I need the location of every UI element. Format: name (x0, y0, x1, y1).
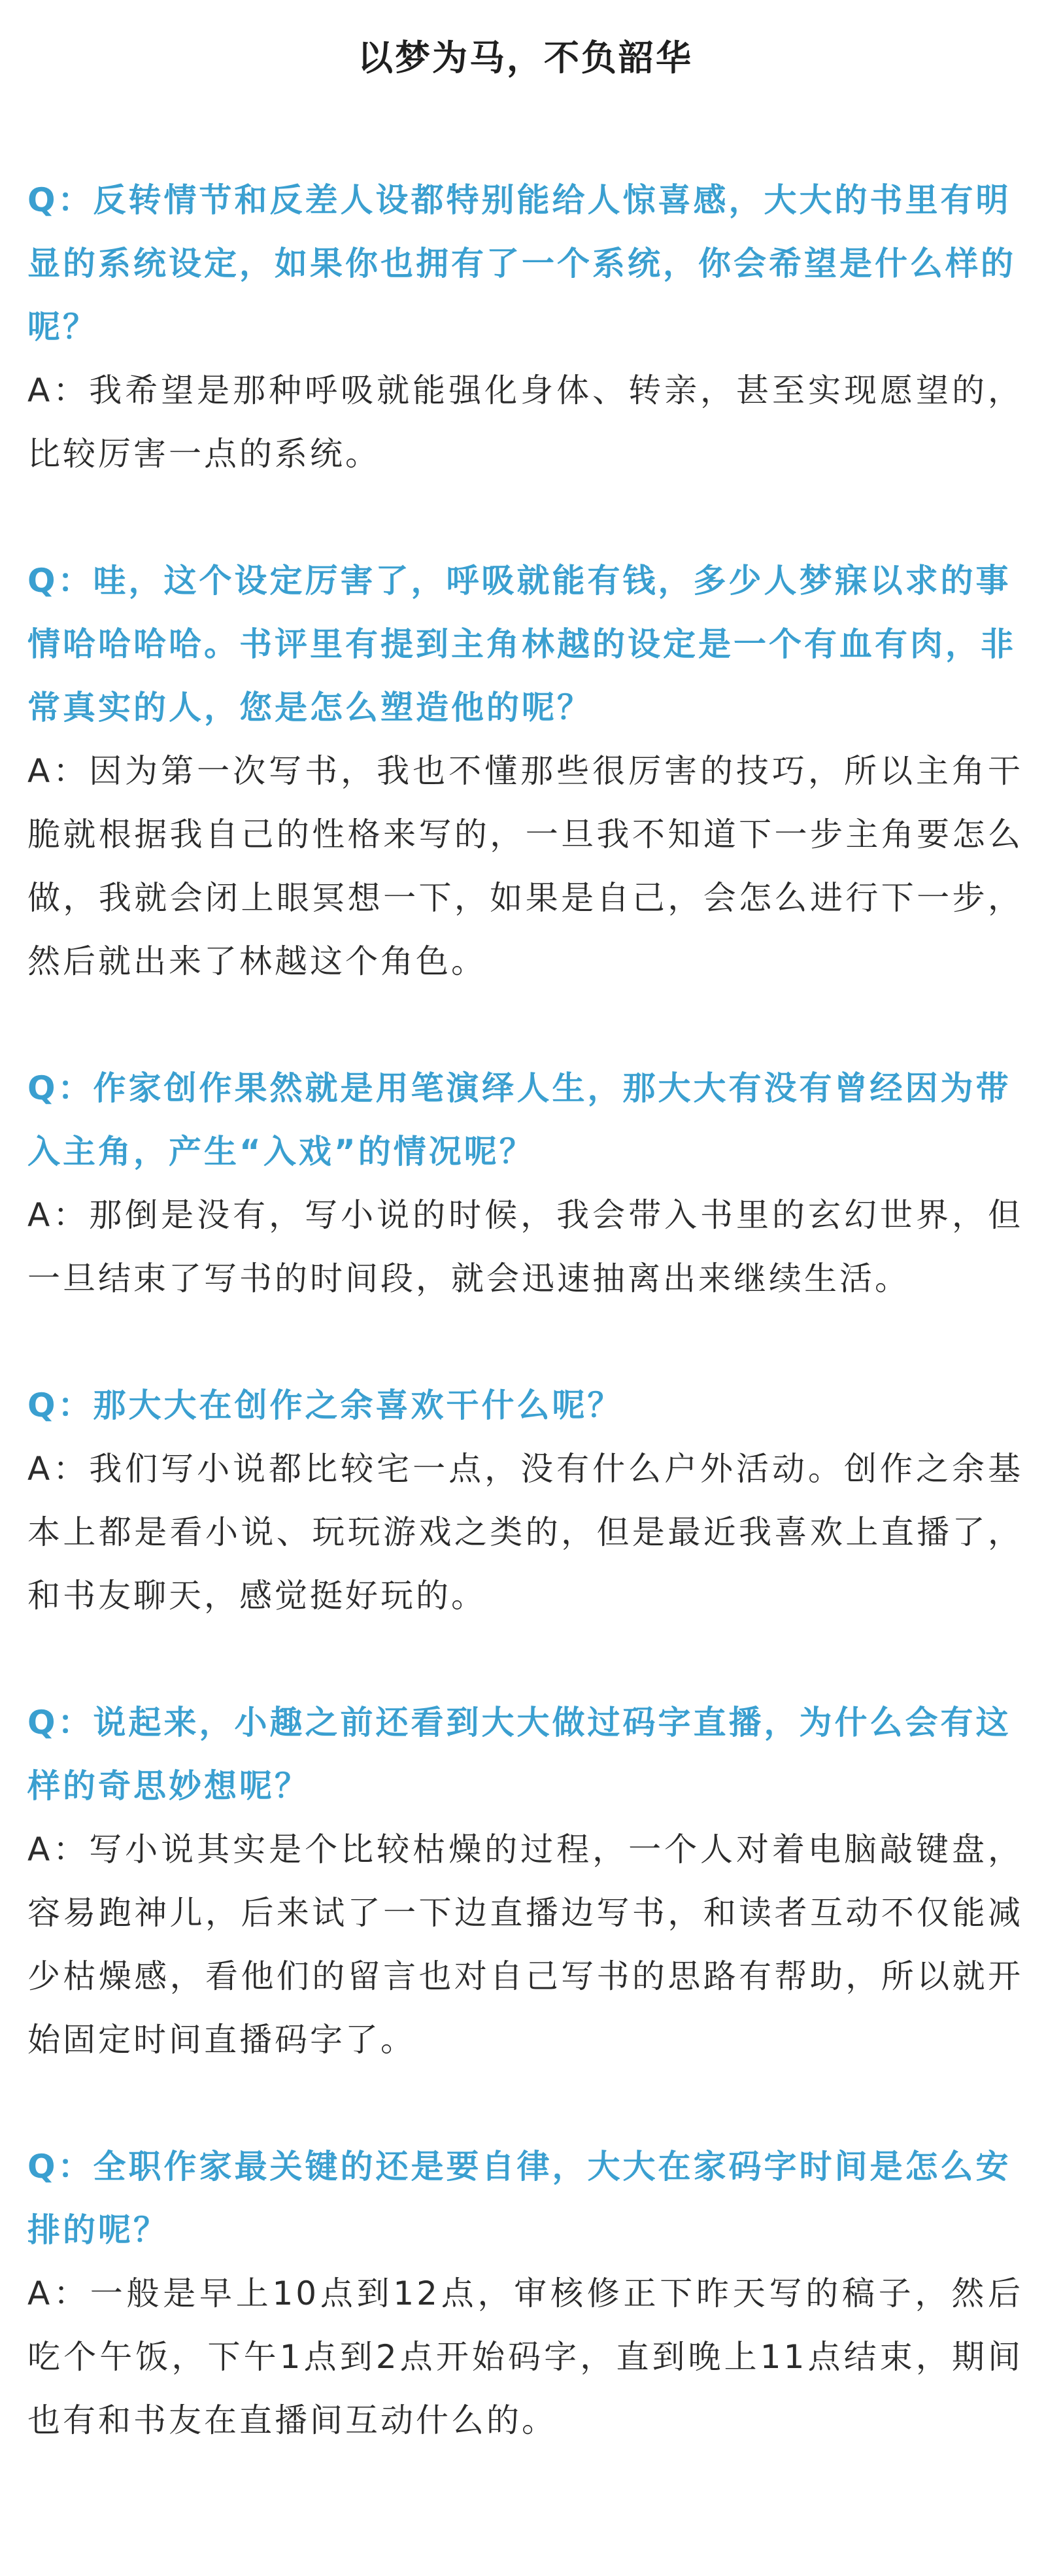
qa-item-4 (27, 1374, 1023, 1628)
article-title: 以梦为马，不负韶华 (358, 37, 693, 78)
question-2: Q：哇，这个设定厉害了，呼吸就能有钱，多少人梦寐以求的事情哈哈哈哈。书评里有提到主角林越的设定是一个有血有肉，非常真实的人，您是怎么塑造他的呢？ (27, 562, 1016, 727)
answer-5: A：写小说其实是个比较枯燥的过程，一个人对着电脑敲键盘，容易跑神儿，后来试了一下边直播边写书，和读者互动不仅能减少枯燥感，看他们的留言也对自己写书的思路有帮助，所以就开始固定时间直播码字了。 (27, 1830, 1023, 2059)
qa-item-5 (27, 1691, 1023, 2072)
question-6: Q：全职作家最关键的还是要自律，大大在家码字时间是怎么安排的呢？ (27, 2148, 1011, 2249)
answer-1: A：我希望是那种呼吸就能强化身体、转亲，甚至实现愿望的，比较厉害一点的系统。 (27, 371, 1023, 473)
question-5: Q：说起来，小趣之前还看到大大做过码字直播，为什么会有这样的奇思妙想呢？ (27, 1704, 1011, 1805)
paragraph-gap (27, 486, 1023, 549)
question-1: Q：反转情节和反差人设都特别能给人惊喜感，大大的书里有明显的系统设定，如果你也拥有了一个系统，你会希望是什么样的呢？ (27, 181, 1016, 346)
answer-3: A：那倒是没有，写小说的时候，我会带入书里的玄幻世界，但一旦结束了写书的时间段，就会迅速抽离出来继续生活。 (27, 1196, 1023, 1297)
paragraph-gap (27, 1311, 1023, 1374)
question-4: Q：那大大在创作之余喜欢干什么呢？ (27, 1386, 623, 1424)
answer-4: A：我们写小说都比较宅一点，没有什么户外活动。创作之余基本上都是看小说、玩玩游戏之类的，但是最近我喜欢上直播了，和书友聊天，感觉挺好玩的。 (27, 1450, 1023, 1615)
question-3: Q：作家创作果然就是用笔演绎人生，那大大有没有曾经因为带入主角，产生“入戏”的情况呢？ (27, 1069, 1011, 1171)
qa-item-3 (27, 1057, 1023, 1311)
paragraph-gap (27, 1628, 1023, 1691)
paragraph-gap (27, 2072, 1023, 2135)
qa-item-2 (27, 549, 1023, 993)
paragraph-gap (27, 993, 1023, 1057)
qa-item-6 (27, 2135, 1023, 2452)
answer-6: A：一般是早上10点到12点，审核修正下昨天写的稿子，然后吃个午饭，下午1点到2点开始码字，直到晚上11点结束，期间也有和书友在直播间互动什么的。 (27, 2275, 1023, 2439)
answer-2: A：因为第一次写书，我也不懂那些很厉害的技巧，所以主角干脆就根据我自己的性格来写的，一旦我不知道下一步主角要怎么做，我就会闭上眼冥想一下，如果是自己，会怎么进行下一步，然后就出来了林越这个角色。 (27, 752, 1023, 980)
qa-item-1 (27, 169, 1023, 486)
